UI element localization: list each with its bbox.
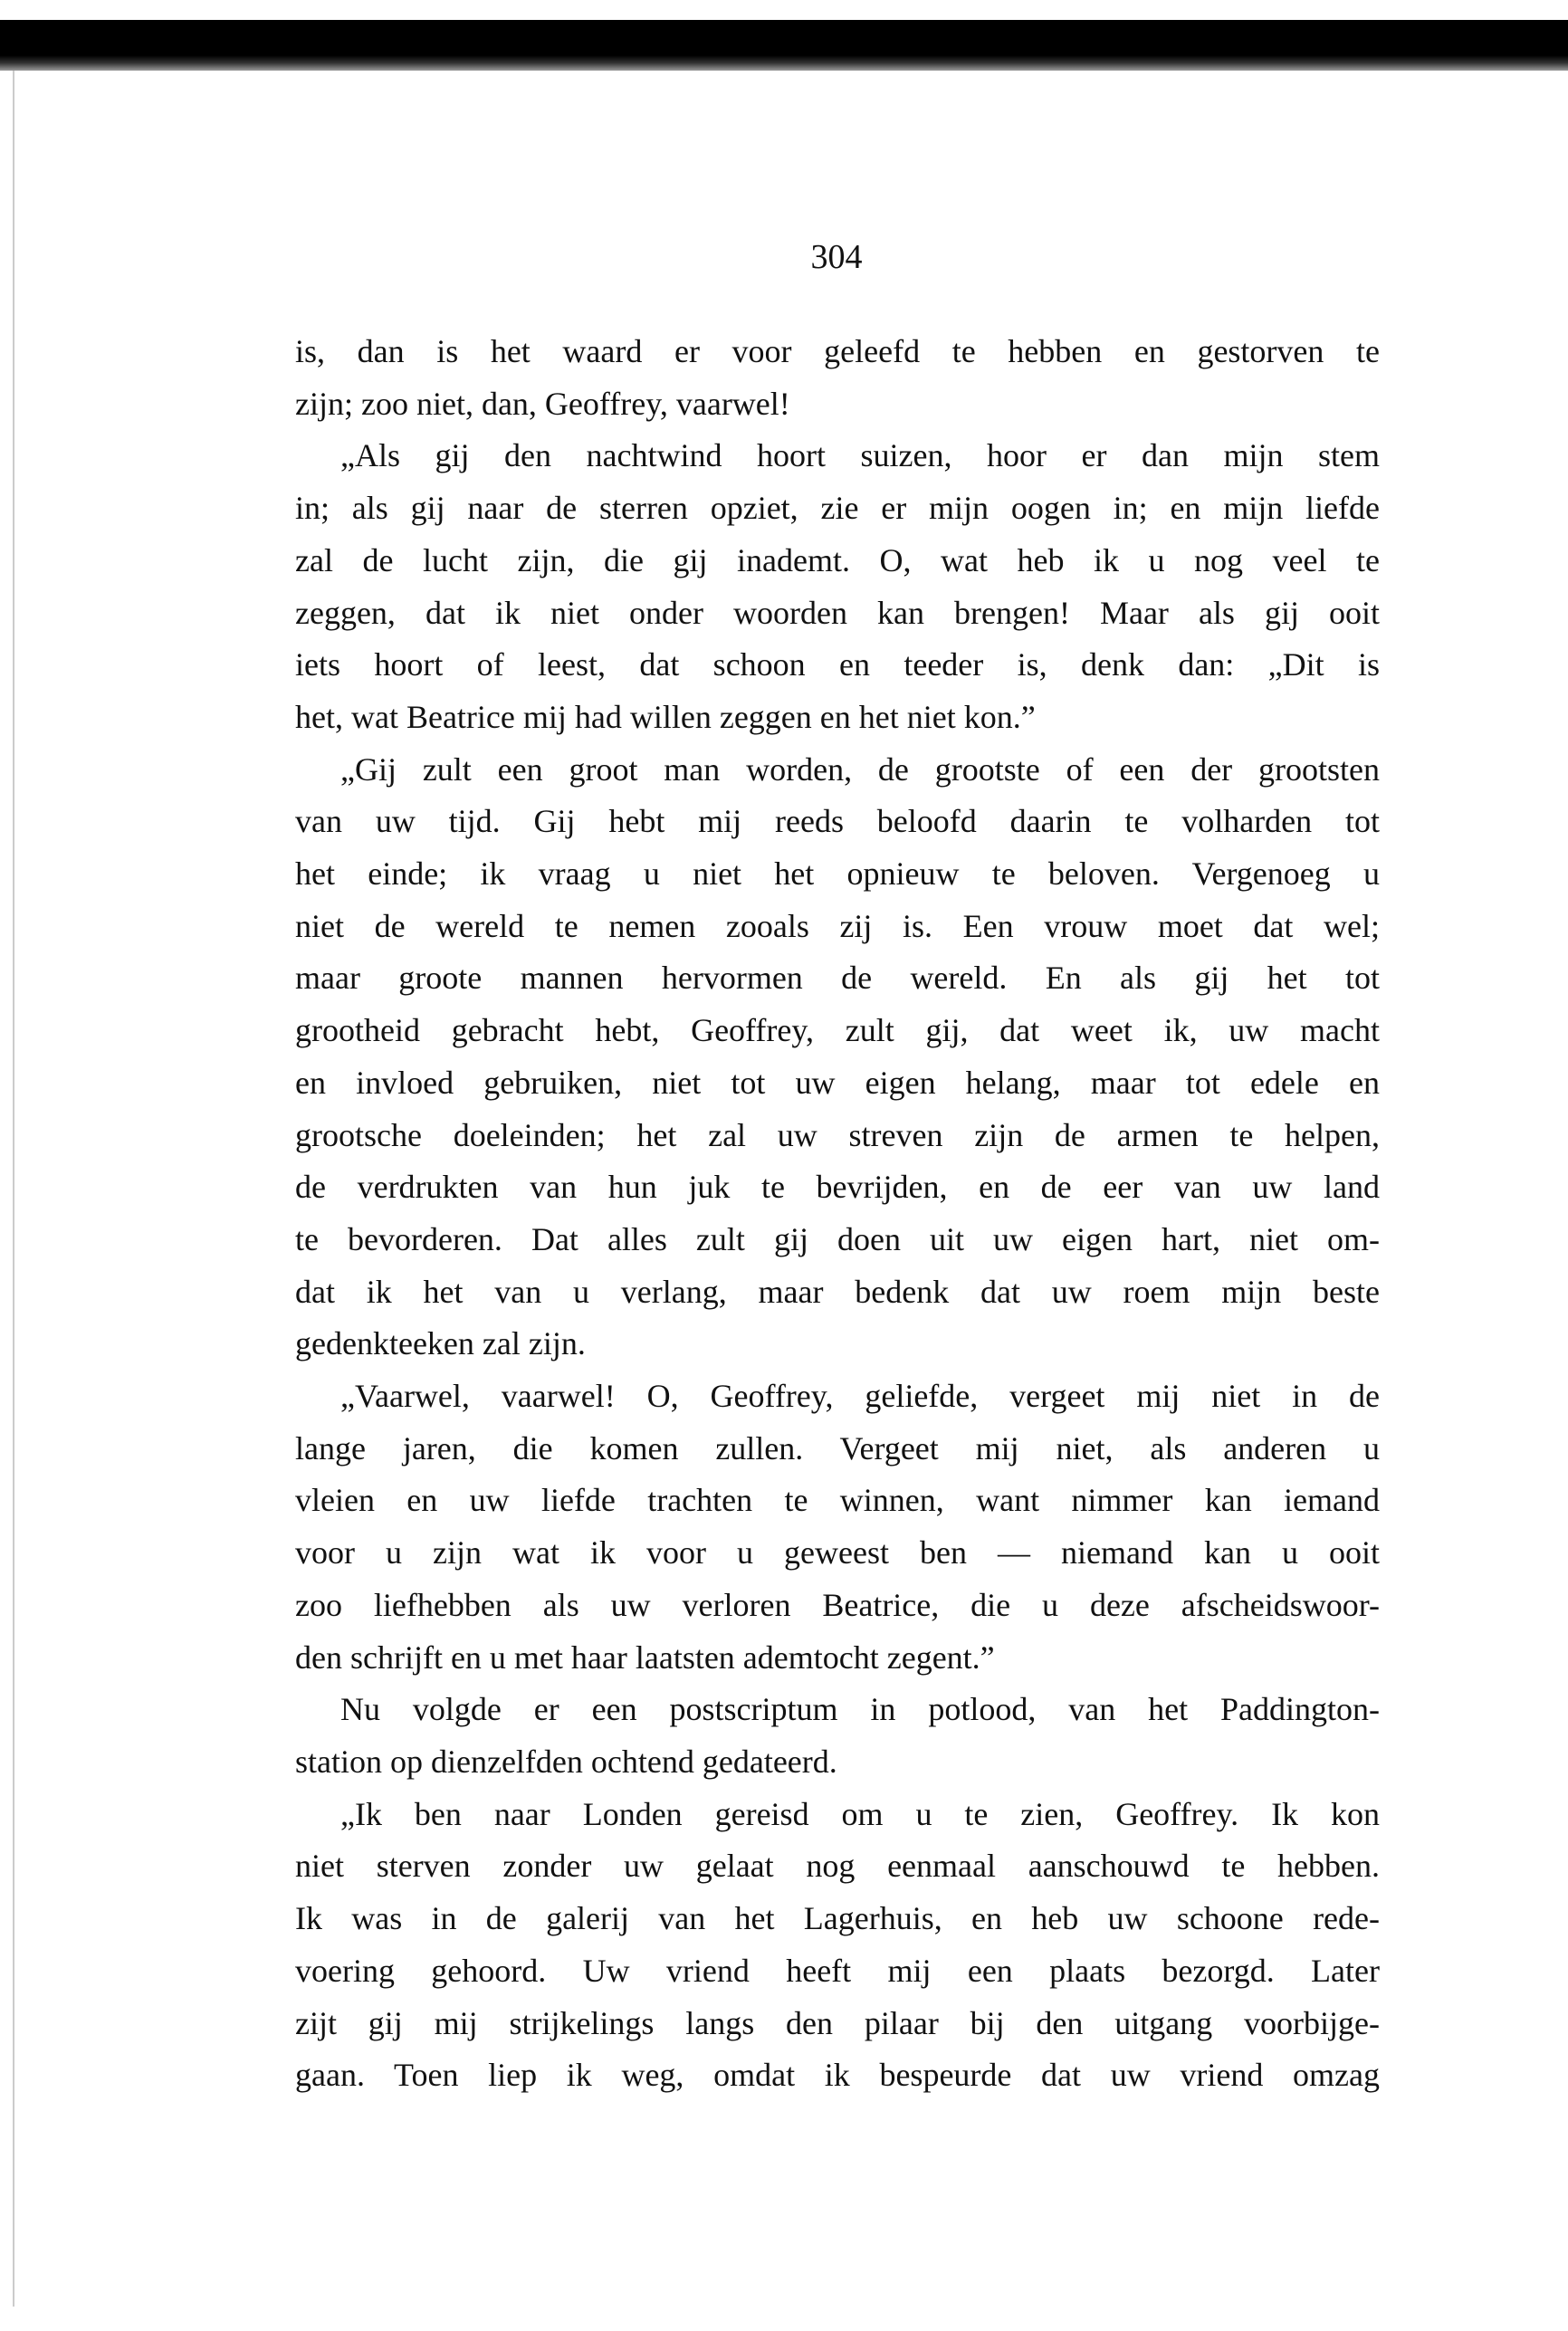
- text-line: van uw tijd. Gij hebt mij reeds beloofd daarin te volharden tot: [295, 803, 1380, 840]
- text-line: „Ik ben naar Londen gereisd om u te zien, Geoffrey. Ik kon: [340, 1795, 1380, 1832]
- paragraph: [295, 326, 1380, 430]
- text-line: voering gehoord. Uw vriend heeft mij een plaats bezorgd. Later: [295, 1952, 1380, 1989]
- text-line: niet de wereld te nemen zooals zij is. Een vrouw moet dat wel;: [295, 907, 1380, 944]
- paragraph: [295, 430, 1380, 743]
- text-line: het einde; ik vraag u niet het opnieuw te beloven. Vergenoeg u: [295, 855, 1380, 893]
- text-line: dat ik het van u verlang, maar bedenk dat uw roem mijn beste: [295, 1273, 1380, 1310]
- text-line: grootheid gebracht hebt, Geoffrey, zult gij, dat weet ik, uw macht: [295, 1012, 1380, 1049]
- scan-left-edge: [13, 71, 14, 2307]
- text-line: maar groote mannen hervormen de wereld. En als gij het tot: [295, 960, 1380, 997]
- paragraph: [295, 1789, 1380, 2102]
- text-line: zijn; zoo niet, dan, Geoffrey, vaarwel!: [295, 385, 790, 422]
- text-line: gedenkteeken zal zijn.: [295, 1325, 586, 1362]
- text-line: in; als gij naar de sterren opziet, zie er mijn oogen in; en mijn liefde: [295, 490, 1380, 527]
- text-line: iets hoort of leest, dat schoon en teeder is, denk dan: „Dit is: [295, 646, 1380, 683]
- text-line: en invloed gebruiken, niet tot uw eigen helang, maar tot edele en: [295, 1064, 1380, 1101]
- paragraph: [295, 1684, 1380, 1788]
- scan-top-border: [0, 20, 1568, 71]
- text-line: voor u zijn wat ik voor u geweest ben — niemand kan u ooit: [295, 1534, 1380, 1572]
- text-line: de verdrukten van hun juk te bevrijden, en de eer van uw land: [295, 1169, 1380, 1206]
- paragraph: [295, 744, 1380, 1371]
- text-line: Nu volgde er een postscriptum in potlood, van het Paddington-: [340, 1691, 1380, 1728]
- text-line: te bevorderen. Dat alles zult gij doen uit uw eigen hart, niet om-: [295, 1220, 1380, 1257]
- text-line: „Als gij den nachtwind hoort suizen, hoor er dan mijn stem: [340, 437, 1380, 474]
- text-line: Ik was in de galerij van het Lagerhuis, en heb uw schoone rede-: [295, 1900, 1380, 1937]
- text-line: is, dan is het waard er voor geleefd te hebben en gestorven te: [295, 333, 1380, 369]
- paragraph: [295, 1371, 1380, 1684]
- text-line: gaan. Toen liep ik weg, omdat ik bespeurde dat uw vriend omzag: [295, 2057, 1380, 2094]
- text-line: station op dienzelfden ochtend gedateerd.: [295, 1743, 837, 1780]
- body-text: [295, 326, 1380, 2102]
- text-line: het, wat Beatrice mij had willen zeggen en het niet kon.”: [295, 698, 1036, 735]
- text-line: zal de lucht zijn, die gij inademt. O, wat heb ik u nog veel te: [295, 541, 1380, 578]
- text-line: grootsche doeleinden; het zal uw streven zijn de armen te helpen,: [295, 1116, 1380, 1153]
- text-line: den schrijft en u met haar laatsten ademtocht zegent.”: [295, 1638, 995, 1676]
- text-line: zoo liefhebben als uw verloren Beatrice, die u deze afscheidswoor-: [295, 1586, 1380, 1623]
- text-line: zeggen, dat ik niet onder woorden kan brengen! Maar als gij ooit: [295, 594, 1380, 631]
- text-line: niet sterven zonder uw gelaat nog eenmaal aanschouwd te hebben.: [295, 1848, 1380, 1885]
- text-line: zijt gij mij strijkelings langs den pilaar bij den uitgang voorbijge-: [295, 2004, 1380, 2041]
- text-line: „Vaarwel, vaarwel! O, Geoffrey, geliefde, vergeet mij niet in de: [340, 1378, 1380, 1415]
- text-line: „Gij zult een groot man worden, de grootste of een der grootsten: [340, 750, 1380, 788]
- text-line: vleien en uw liefde trachten te winnen, want nimmer kan iemand: [295, 1482, 1380, 1519]
- page-number: 304: [810, 238, 863, 276]
- text-line: lange jaren, die komen zullen. Vergeet mij niet, als anderen u: [295, 1429, 1380, 1466]
